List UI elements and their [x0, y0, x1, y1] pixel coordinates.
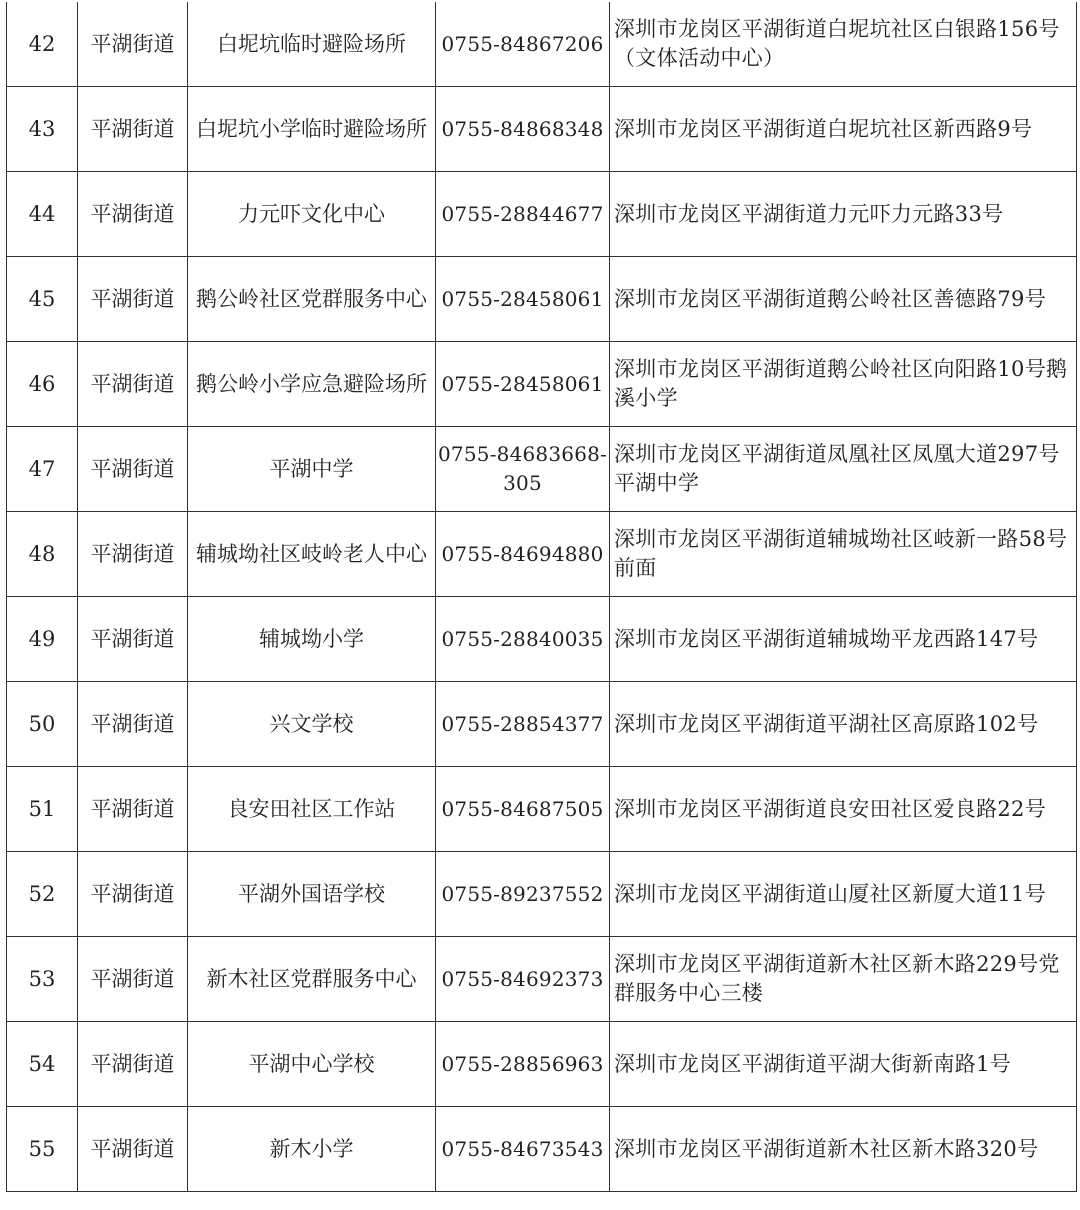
shelter-name: 新木小学 [188, 1107, 436, 1192]
table-row [7, 852, 1077, 937]
shelter-name: 力元吓文化中心 [188, 172, 436, 257]
phone-number: 0755-28458061 [436, 257, 610, 342]
table-row [7, 427, 1077, 512]
street-name: 平湖街道 [78, 767, 188, 852]
phone-number: 0755-84868348 [436, 87, 610, 172]
address: 深圳市龙岗区平湖街道平湖社区高原路102号 [610, 682, 1077, 767]
shelter-name: 良安田社区工作站 [188, 767, 436, 852]
street-name: 平湖街道 [78, 2, 188, 87]
address: 深圳市龙岗区平湖街道良安田社区爱良路22号 [610, 767, 1077, 852]
phone-number: 0755-28458061 [436, 342, 610, 427]
table-row [7, 937, 1077, 1022]
table-row [7, 87, 1077, 172]
row-number: 48 [7, 512, 78, 597]
shelter-table-body [7, 2, 1077, 1192]
shelter-table [6, 2, 1077, 1192]
row-number: 54 [7, 1022, 78, 1107]
street-name: 平湖街道 [78, 87, 188, 172]
phone-number: 0755-28844677 [436, 172, 610, 257]
address: 深圳市龙岗区平湖街道鹅公岭社区善德路79号 [610, 257, 1077, 342]
address: 深圳市龙岗区平湖街道白坭坑社区新西路9号 [610, 87, 1077, 172]
street-name: 平湖街道 [78, 172, 188, 257]
address: 深圳市龙岗区平湖街道新木社区新木路229号党群服务中心三楼 [610, 937, 1077, 1022]
phone-number: 0755-84692373 [436, 937, 610, 1022]
street-name: 平湖街道 [78, 257, 188, 342]
address: 深圳市龙岗区平湖街道鹅公岭社区向阳路10号鹅溪小学 [610, 342, 1077, 427]
table-row [7, 512, 1077, 597]
phone-number: 0755-84687505 [436, 767, 610, 852]
address: 深圳市龙岗区平湖街道辅城坳社区岐新一路58号前面 [610, 512, 1077, 597]
phone-number: 0755-84683668-305 [436, 427, 610, 512]
shelter-name: 兴文学校 [188, 682, 436, 767]
phone-number: 0755-84867206 [436, 2, 610, 87]
table-row [7, 257, 1077, 342]
row-number: 50 [7, 682, 78, 767]
phone-number: 0755-89237552 [436, 852, 610, 937]
table-row [7, 1107, 1077, 1192]
row-number: 51 [7, 767, 78, 852]
street-name: 平湖街道 [78, 427, 188, 512]
address: 深圳市龙岗区平湖街道白坭坑社区白银路156号（文体活动中心） [610, 2, 1077, 87]
street-name: 平湖街道 [78, 1107, 188, 1192]
shelter-name: 平湖中学 [188, 427, 436, 512]
phone-number: 0755-28840035 [436, 597, 610, 682]
shelter-name: 鹅公岭小学应急避险场所 [188, 342, 436, 427]
street-name: 平湖街道 [78, 597, 188, 682]
table-row [7, 597, 1077, 682]
row-number: 45 [7, 257, 78, 342]
shelter-name: 辅城坳社区岐岭老人中心 [188, 512, 436, 597]
shelter-name: 新木社区党群服务中心 [188, 937, 436, 1022]
shelter-name: 辅城坳小学 [188, 597, 436, 682]
street-name: 平湖街道 [78, 512, 188, 597]
street-name: 平湖街道 [78, 342, 188, 427]
table-row [7, 682, 1077, 767]
address: 深圳市龙岗区平湖街道新木社区新木路320号 [610, 1107, 1077, 1192]
shelter-name: 白坭坑临时避险场所 [188, 2, 436, 87]
street-name: 平湖街道 [78, 1022, 188, 1107]
street-name: 平湖街道 [78, 682, 188, 767]
address: 深圳市龙岗区平湖街道凤凰社区凤凰大道297号平湖中学 [610, 427, 1077, 512]
table-row [7, 172, 1077, 257]
table-row [7, 2, 1077, 87]
row-number: 49 [7, 597, 78, 682]
shelter-name: 白坭坑小学临时避险场所 [188, 87, 436, 172]
row-number: 46 [7, 342, 78, 427]
row-number: 52 [7, 852, 78, 937]
table-row [7, 767, 1077, 852]
table-row [7, 1022, 1077, 1107]
phone-number: 0755-28856963 [436, 1022, 610, 1107]
shelter-name: 鹅公岭社区党群服务中心 [188, 257, 436, 342]
address: 深圳市龙岗区平湖街道力元吓力元路33号 [610, 172, 1077, 257]
address: 深圳市龙岗区平湖街道山厦社区新厦大道11号 [610, 852, 1077, 937]
street-name: 平湖街道 [78, 937, 188, 1022]
row-number: 43 [7, 87, 78, 172]
address: 深圳市龙岗区平湖街道平湖大街新南路1号 [610, 1022, 1077, 1107]
row-number: 44 [7, 172, 78, 257]
shelter-name: 平湖中心学校 [188, 1022, 436, 1107]
table-row [7, 342, 1077, 427]
phone-number: 0755-28854377 [436, 682, 610, 767]
row-number: 47 [7, 427, 78, 512]
row-number: 42 [7, 2, 78, 87]
phone-number: 0755-84694880 [436, 512, 610, 597]
shelter-name: 平湖外国语学校 [188, 852, 436, 937]
street-name: 平湖街道 [78, 852, 188, 937]
phone-number: 0755-84673543 [436, 1107, 610, 1192]
row-number: 53 [7, 937, 78, 1022]
address: 深圳市龙岗区平湖街道辅城坳平龙西路147号 [610, 597, 1077, 682]
row-number: 55 [7, 1107, 78, 1192]
